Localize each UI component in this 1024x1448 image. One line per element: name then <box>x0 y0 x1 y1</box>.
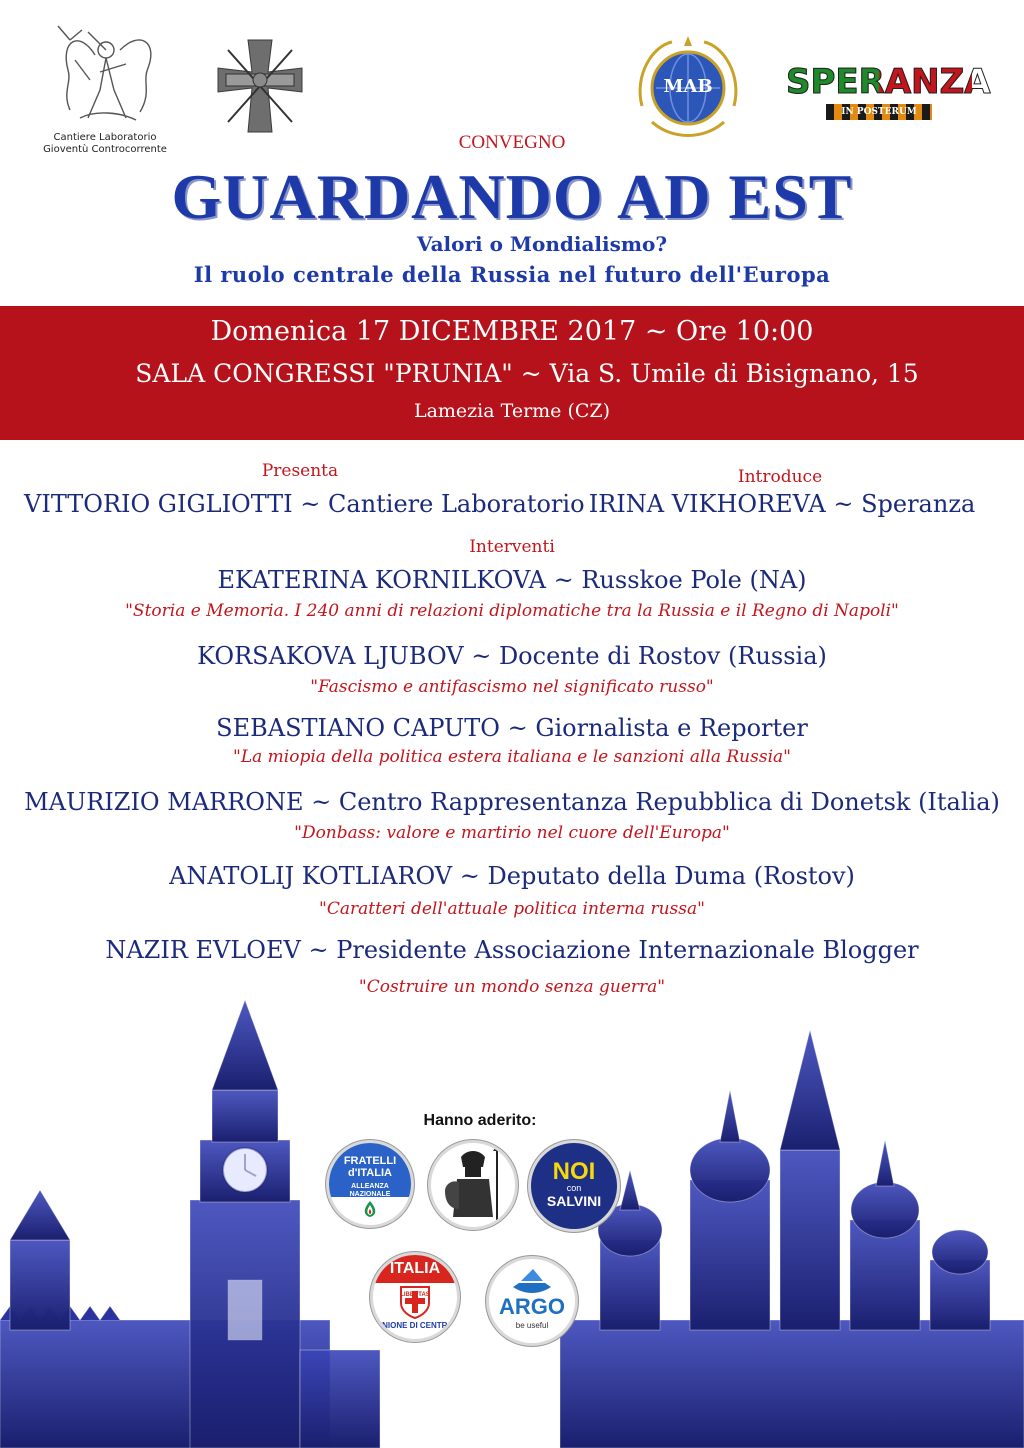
kremlin-cathedral-illustration <box>0 990 1024 1448</box>
introduce-label: Introduce <box>737 467 823 487</box>
speaker-name: ANATOLIJ KOTLIAROV ~ Deputato della Duma (Rostov) <box>169 862 855 890</box>
logo-military-cross <box>214 36 306 136</box>
subtitle-2: Il ruolo centrale della Russia nel futuro dell'Europa <box>193 262 831 287</box>
interventi-label: Interventi <box>469 537 555 557</box>
speaker-talk: "Costruire un mondo senza guerra" <box>358 977 666 997</box>
event-venue: SALA CONGRESSI "PRUNIA" ~ Via S. Umile di Bisignano, 15 <box>135 359 919 388</box>
badge-udc-unione: UNIONE DI CENTRO <box>376 1321 454 1330</box>
introduce-name: IRINA VIKHOREVA ~ Speranza <box>588 490 976 518</box>
page-title: GUARDANDO AD EST <box>171 161 853 232</box>
event-date: Domenica 17 DICEMBRE 2017 ~ Ore 10:00 <box>210 316 814 347</box>
badge-argo <box>486 1256 578 1346</box>
speaker-name: SEBASTIANO CAPUTO ~ Giornalista e Reporter <box>216 714 808 742</box>
badge-fratelli-italia <box>326 1140 414 1228</box>
speaker-name: EKATERINA KORNILKOVA ~ Russkoe Pole (NA) <box>217 566 807 594</box>
badge-salvini-text: SALVINI <box>546 1193 602 1209</box>
logo-cantiere-caption-line1: Cantiere Laboratorio <box>53 132 157 143</box>
logo-speranza-sub: IN POSTERUM <box>841 107 917 117</box>
speaker-talk: "La miopia della politica estera italiana e le sanzioni alla Russia" <box>233 747 791 767</box>
presenta-name: VITTORIO GIGLIOTTI ~ Cantiere Laboratorio <box>24 490 585 518</box>
flame-icon <box>359 1199 381 1219</box>
logo-speranza-text: SPERANZA <box>786 62 991 102</box>
logo-mab <box>632 36 744 140</box>
presenta-label: Presenta <box>261 461 339 481</box>
subtitle-1: Valori o Mondialismo? <box>416 232 668 256</box>
speaker-talk: "Caratteri dell'attuale politica interna russa" <box>319 899 705 919</box>
badge-argo-text: ARGO <box>499 1294 565 1319</box>
ship-icon <box>511 1267 553 1295</box>
badge-noi-salvini <box>528 1140 620 1232</box>
badge-udc-libertas: LIBERTAS <box>400 1292 430 1298</box>
badge-fratelli-text-3: ALLEANZA <box>351 1183 389 1190</box>
badge-fratelli-text-4: NAZIONALE <box>349 1191 391 1198</box>
logo-cantiere-caption-line2: Gioventù Controcorrente <box>43 144 167 155</box>
speaker-name: KORSAKOVA LJUBOV ~ Docente di Rostov (Russia) <box>197 642 827 670</box>
archangel-icon <box>40 20 170 128</box>
cross-icon <box>214 36 306 136</box>
speaker-name: MAURIZIO MARRONE ~ Centro Rappresentanza Repubblica di Donetsk (Italia) <box>24 788 1000 816</box>
convegno-label: CONVEGNO <box>458 132 566 153</box>
logo-speranza <box>786 62 991 126</box>
badge-noi-text: NOI <box>552 1158 596 1185</box>
badge-udc <box>370 1252 460 1342</box>
speaker-talk: "Fascismo e antifascismo nel significato russo" <box>310 677 714 697</box>
logo-mab-text: MAB <box>663 76 713 97</box>
speaker-talk: "Donbass: valore e martirio nel cuore dell'Europa" <box>294 823 730 843</box>
supporters-label: Hanno aderito: <box>423 1112 537 1129</box>
event-city: Lamezia Terme (CZ) <box>413 400 611 422</box>
speaker-talk: "Storia e Memoria. I 240 anni di relazioni diplomatiche tra la Russia e il Regno di Napoli" <box>125 601 899 621</box>
badge-udc-italia: ITALIA <box>389 1260 441 1277</box>
badge-fratelli-text-1: FRATELLI <box>343 1155 397 1167</box>
badge-warrior <box>428 1140 518 1230</box>
badge-noi-con-text: con <box>566 1183 582 1193</box>
badge-fratelli-text-2: d'ITALIA <box>348 1167 392 1179</box>
badge-argo-sub: be useful <box>515 1321 549 1330</box>
speaker-name: NAZIR EVLOEV ~ Presidente Associazione Internazionale Blogger <box>105 936 919 964</box>
warrior-icon <box>431 1143 515 1227</box>
